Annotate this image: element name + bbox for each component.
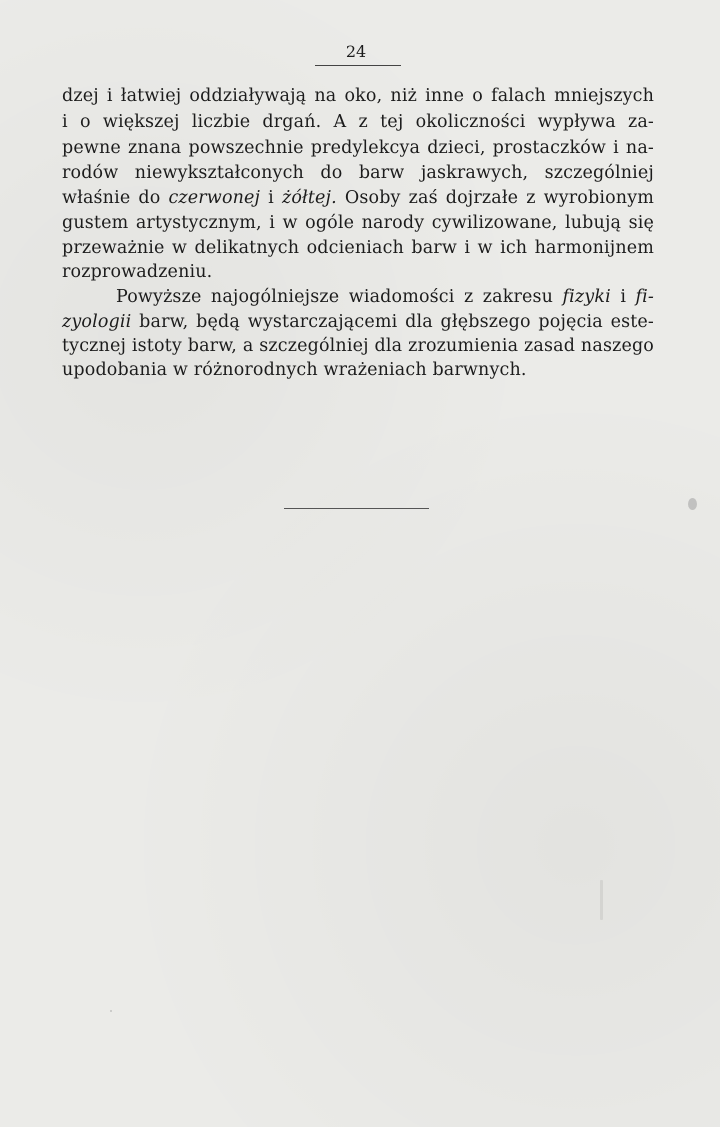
text-run: Osoby zaś dojrzałe z wyrobionym xyxy=(336,188,654,208)
italic-term: zyologii xyxy=(62,312,132,332)
text-run: barw, będą wystarczającemi dla głębszego pojęcia este- xyxy=(131,312,654,332)
italic-term: żółtej. xyxy=(281,188,337,208)
text-run: i xyxy=(260,188,282,208)
text-line: rozprowadzeniu. xyxy=(62,262,213,282)
paper-speck xyxy=(110,1010,112,1012)
text-line: rodów niewykształconych do barw jaskrawych, szczególniej xyxy=(62,163,654,183)
page-number: 24 xyxy=(345,42,367,61)
text-run: właśnie do xyxy=(62,188,169,208)
text-run: Powyższe najogólniejsze wiadomości z zakresu xyxy=(116,287,563,307)
paper-speck xyxy=(600,880,603,920)
paper-speck xyxy=(688,498,697,510)
italic-term: czerwonej xyxy=(168,188,261,208)
text-line: pewne znana powszechnie predylekcya dzieci, prostaczków i na- xyxy=(62,138,654,158)
text-line: dzej i łatwiej oddziaływają na oko, niż inne o falach mniejszych xyxy=(62,86,654,106)
text-line xyxy=(62,185,654,211)
italic-term: fi- xyxy=(635,287,654,307)
header-rule xyxy=(315,65,401,66)
text-line: upodobania w różnorodnych wrażeniach barwnych. xyxy=(62,360,527,380)
text-line xyxy=(116,284,654,310)
end-rule xyxy=(284,508,429,509)
italic-term: fizyki xyxy=(562,287,611,307)
text-line: tycznej istoty barw, a szczególniej dla zrozumienia zasad naszego xyxy=(62,336,654,356)
text-line: i o większej liczbie drgań. A z tej okoliczności wypływa za- xyxy=(62,112,654,132)
text-line: przeważnie w delikatnych odcieniach barw i w ich harmonijnem xyxy=(62,238,654,258)
text-run: i xyxy=(610,287,636,307)
text-line: gustem artystycznym, i w ogóle narody cywilizowane, lubują się xyxy=(62,213,654,233)
text-line xyxy=(62,309,654,335)
